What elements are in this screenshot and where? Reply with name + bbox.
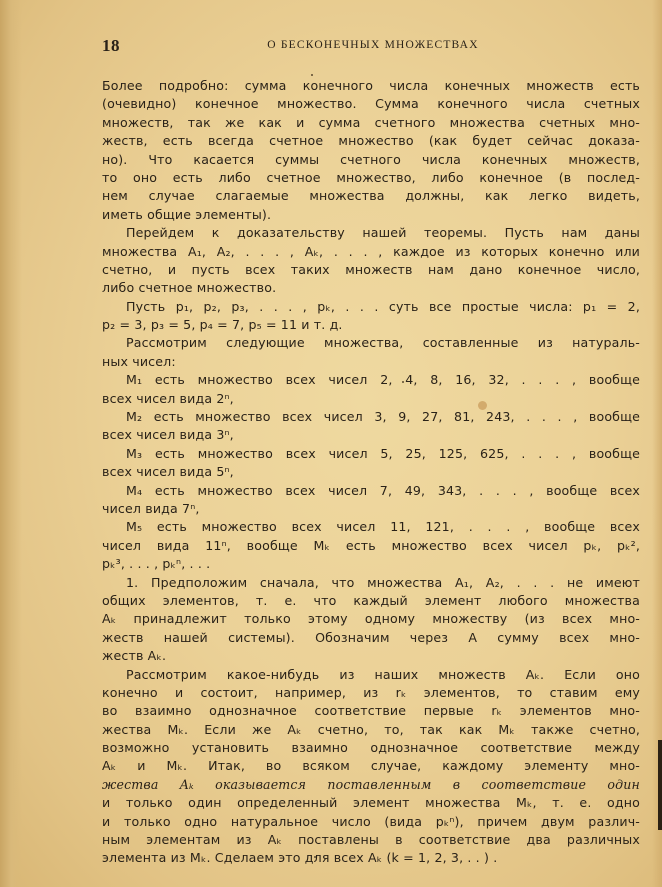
text-line: всех чисел вида 3ⁿ, [102, 427, 234, 443]
text-line: нем случае слагаемые множества должны, как легко видеть, [102, 188, 640, 204]
numbered-paragraph-1: 1. Предположим сначала, что множества A₁, A₂, . . . не имеют [126, 574, 640, 590]
page-header [102, 36, 644, 56]
text-line: элемента из Mₖ. Сделаем это для всех Aₖ (k = 1, 2, 3, . . ) . [102, 850, 498, 866]
page-gutter-shadow [0, 0, 22, 887]
text-line: общих элементов, т. е. что каждый элемент любого множества [102, 592, 640, 608]
text-line: Более подробно: сумма конечного числа конечных множеств есть [102, 78, 640, 93]
text-line: жества Mₖ. Если же Aₖ счетно, то, так как Mₖ также счетно, [102, 721, 640, 737]
text-line: Перейдем к доказательству нашей теоремы. Пусть нам даны [126, 225, 640, 241]
set-definition-m4: M₄ есть множество всех чисел 7, 49, 343, . . . , вообще всех [126, 482, 640, 498]
text-line: множеств, так же как и сумма счетного множества счетных мно- [102, 114, 640, 130]
text-line: Рассмотрим следующие множества, составленные из натураль- [126, 335, 640, 351]
text-line: Рассмотрим какое-нибудь из наших множеств Aₖ. Если оно [126, 666, 640, 682]
text-line: либо счетное множество. [102, 280, 277, 296]
text-line: возможно установить взаимно однозначное соответствие между [102, 740, 640, 756]
text-line: множества A₁, A₂, . . . , Aₖ, . . . , каждое из которых конечно или [102, 243, 640, 259]
text-line: но). Что касается суммы счетного числа конечных множеств, [102, 151, 640, 167]
page-edge-dark-strip [658, 740, 662, 830]
page-number: 18 [102, 36, 120, 55]
set-definition-m2: M₂ есть множество всех чисел 3, 9, 27, 81, 243, . . . , вообще [126, 409, 640, 425]
text-line: pₖ³, . . . , pₖⁿ, . . . [102, 556, 211, 572]
running-title: О БЕСКОНЕЧНЫХ МНОЖЕСТВАХ [267, 39, 479, 51]
text-line: p₂ = 3, p₃ = 5, p₄ = 7, p₅ = 11 и т. д. [102, 317, 343, 333]
speck [311, 74, 313, 76]
text-line-emphasis: Aₖ и Mₖ. Итак, во всяком случае, каждому элементу мно- [102, 758, 640, 774]
text-line: иметь общие элементы). [102, 206, 272, 222]
set-definition-m5: M₅ есть множество всех чисел 11, 121, . . . , вообще всех [126, 519, 640, 535]
text-line: Aₖ принадлежит только этому одному множеству (из всех мно- [102, 611, 640, 627]
body-text [102, 77, 640, 868]
text-line: то оно есть либо счетное множество, либо конечное (в послед- [102, 169, 640, 185]
text-line: (очевидно) конечное множество. Сумма конечного числа счетных [102, 96, 640, 112]
text-line: Пусть p₁, p₂, p₃, . . . , pₖ, . . . суть все простые числа: p₁ = 2, [126, 298, 640, 314]
text-line: жеств, есть всегда счетное множество (как будет сейчас доказа- [102, 133, 640, 149]
text-line: ных чисел: [102, 353, 176, 369]
text-line: всех чисел вида 5ⁿ, [102, 464, 234, 480]
text-line-emphasis: и только один определенный элемент множества Mₖ, т. е. одно [102, 795, 640, 811]
text-line: чисел вида 7ⁿ, [102, 500, 200, 516]
text-line: счетно, и пусть всех таких множеств нам дано конечное число, [102, 261, 640, 277]
text-line: и только одно натуральное число (вида pₖⁿ), причем двум различ- [102, 813, 640, 829]
text-line-emphasis: жества Aₖ оказывается поставленным в соответствие один [102, 776, 640, 792]
text-line: всех чисел вида 2ⁿ, [102, 390, 234, 406]
text-line: чисел вида 11ⁿ, вообще Mₖ есть множество всех чисел pₖ, pₖ², [102, 537, 640, 553]
text-line: ным элементам из Aₖ поставлены в соответствие два различных [102, 832, 640, 848]
text-line: жеств Aₖ. [102, 648, 167, 664]
text-line: жеств нашей системы). Обозначим через A сумму всех мно- [102, 629, 640, 645]
set-definition-m3: M₃ есть множество всех чисел 5, 25, 125, 625, . . . , вообще [126, 445, 640, 461]
text-line: конечно и состоит, например, из rₖ элементов, то ставим ему [102, 684, 640, 700]
text-line: во взаимно однозначное соответствие первые rₖ элементов мно- [102, 703, 640, 719]
set-definition-m1: M₁ есть множество всех чисел 2, 4, 8, 16, 32, . . . , вообще [126, 372, 640, 388]
